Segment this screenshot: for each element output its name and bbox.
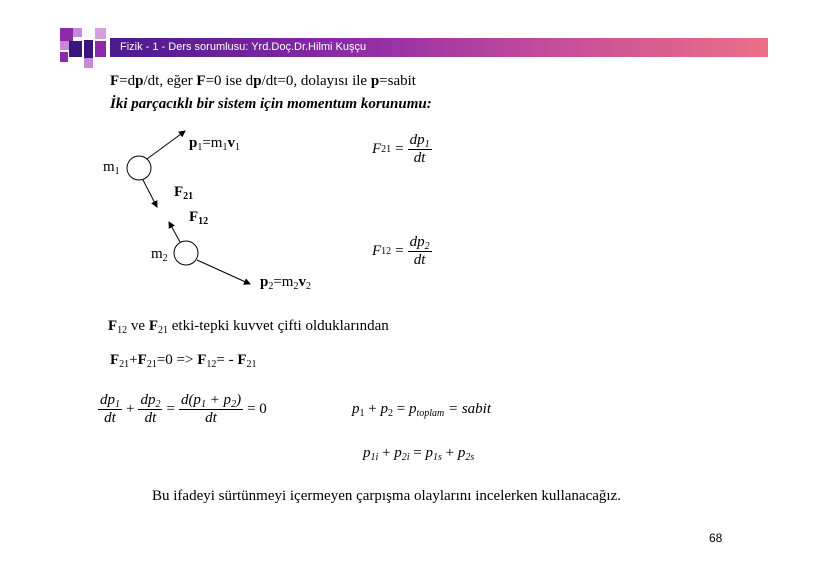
label-p1: $p_1=m_1v_1$ (189, 135, 240, 153)
equation-derivative-sum: $\frac{dp_1}{dt}$ + $\frac{dp_2}{dt}$ = $\frac{d(p_1 + p_2)}{dt}$ = 0 (100, 392, 267, 426)
label-F12: $F_{12}$ (189, 209, 209, 227)
particle-m1 (127, 156, 151, 180)
line-force-sum: $F_{21}+F_{21}=0 => F_{12}= - F_{21}$ (110, 352, 257, 370)
equation-total-momentum: $p_1 + p_2 = p_{toplam}$ = sabit (352, 401, 492, 419)
header-title: Fizik - 1 - Ders sorumlusu: Yrd.Doç.Dr.Hilmi Kuşçu (120, 41, 367, 53)
equation-initial-final: $p_{1i} + p_{2i} = p_{1s} + p_{2s}$ (363, 445, 475, 463)
equation-F12: F 12 = $\frac{dp_2}{dt}$ (372, 234, 430, 268)
label-F21: $F_{21}$ (174, 184, 194, 202)
label-m2: $m_2$ (151, 246, 168, 264)
heading: İki parçacıklı bir sistem için momentum korunumu: (110, 96, 432, 112)
page-number: 68 (709, 531, 723, 545)
line-action-reaction: $F_{12}$ ve $F_{21}$ etki-tepki kuvvet çifti olduklarından (108, 318, 389, 336)
arrow-p1 (147, 131, 185, 159)
label-m1: $m_1$ (103, 159, 120, 177)
label-p2: $p_2=m_2v_2$ (260, 274, 311, 292)
particle-m2 (174, 241, 198, 265)
arrow-F21 (143, 180, 157, 207)
arrow-F12 (169, 222, 180, 242)
closing-sentence: Bu ifadeyi sürtünmeyi içermeyen çarpışma olaylarını incelerken kullanacağız. (152, 488, 621, 504)
arrow-p2 (197, 260, 250, 284)
equation-F21: F 21 = $\frac{dp_1}{dt}$ (372, 132, 430, 166)
line-conservation-condition: F=dp/dt, eğer F=0 ise dp/dt=0, dolayısı ile p=sabit (110, 73, 416, 89)
